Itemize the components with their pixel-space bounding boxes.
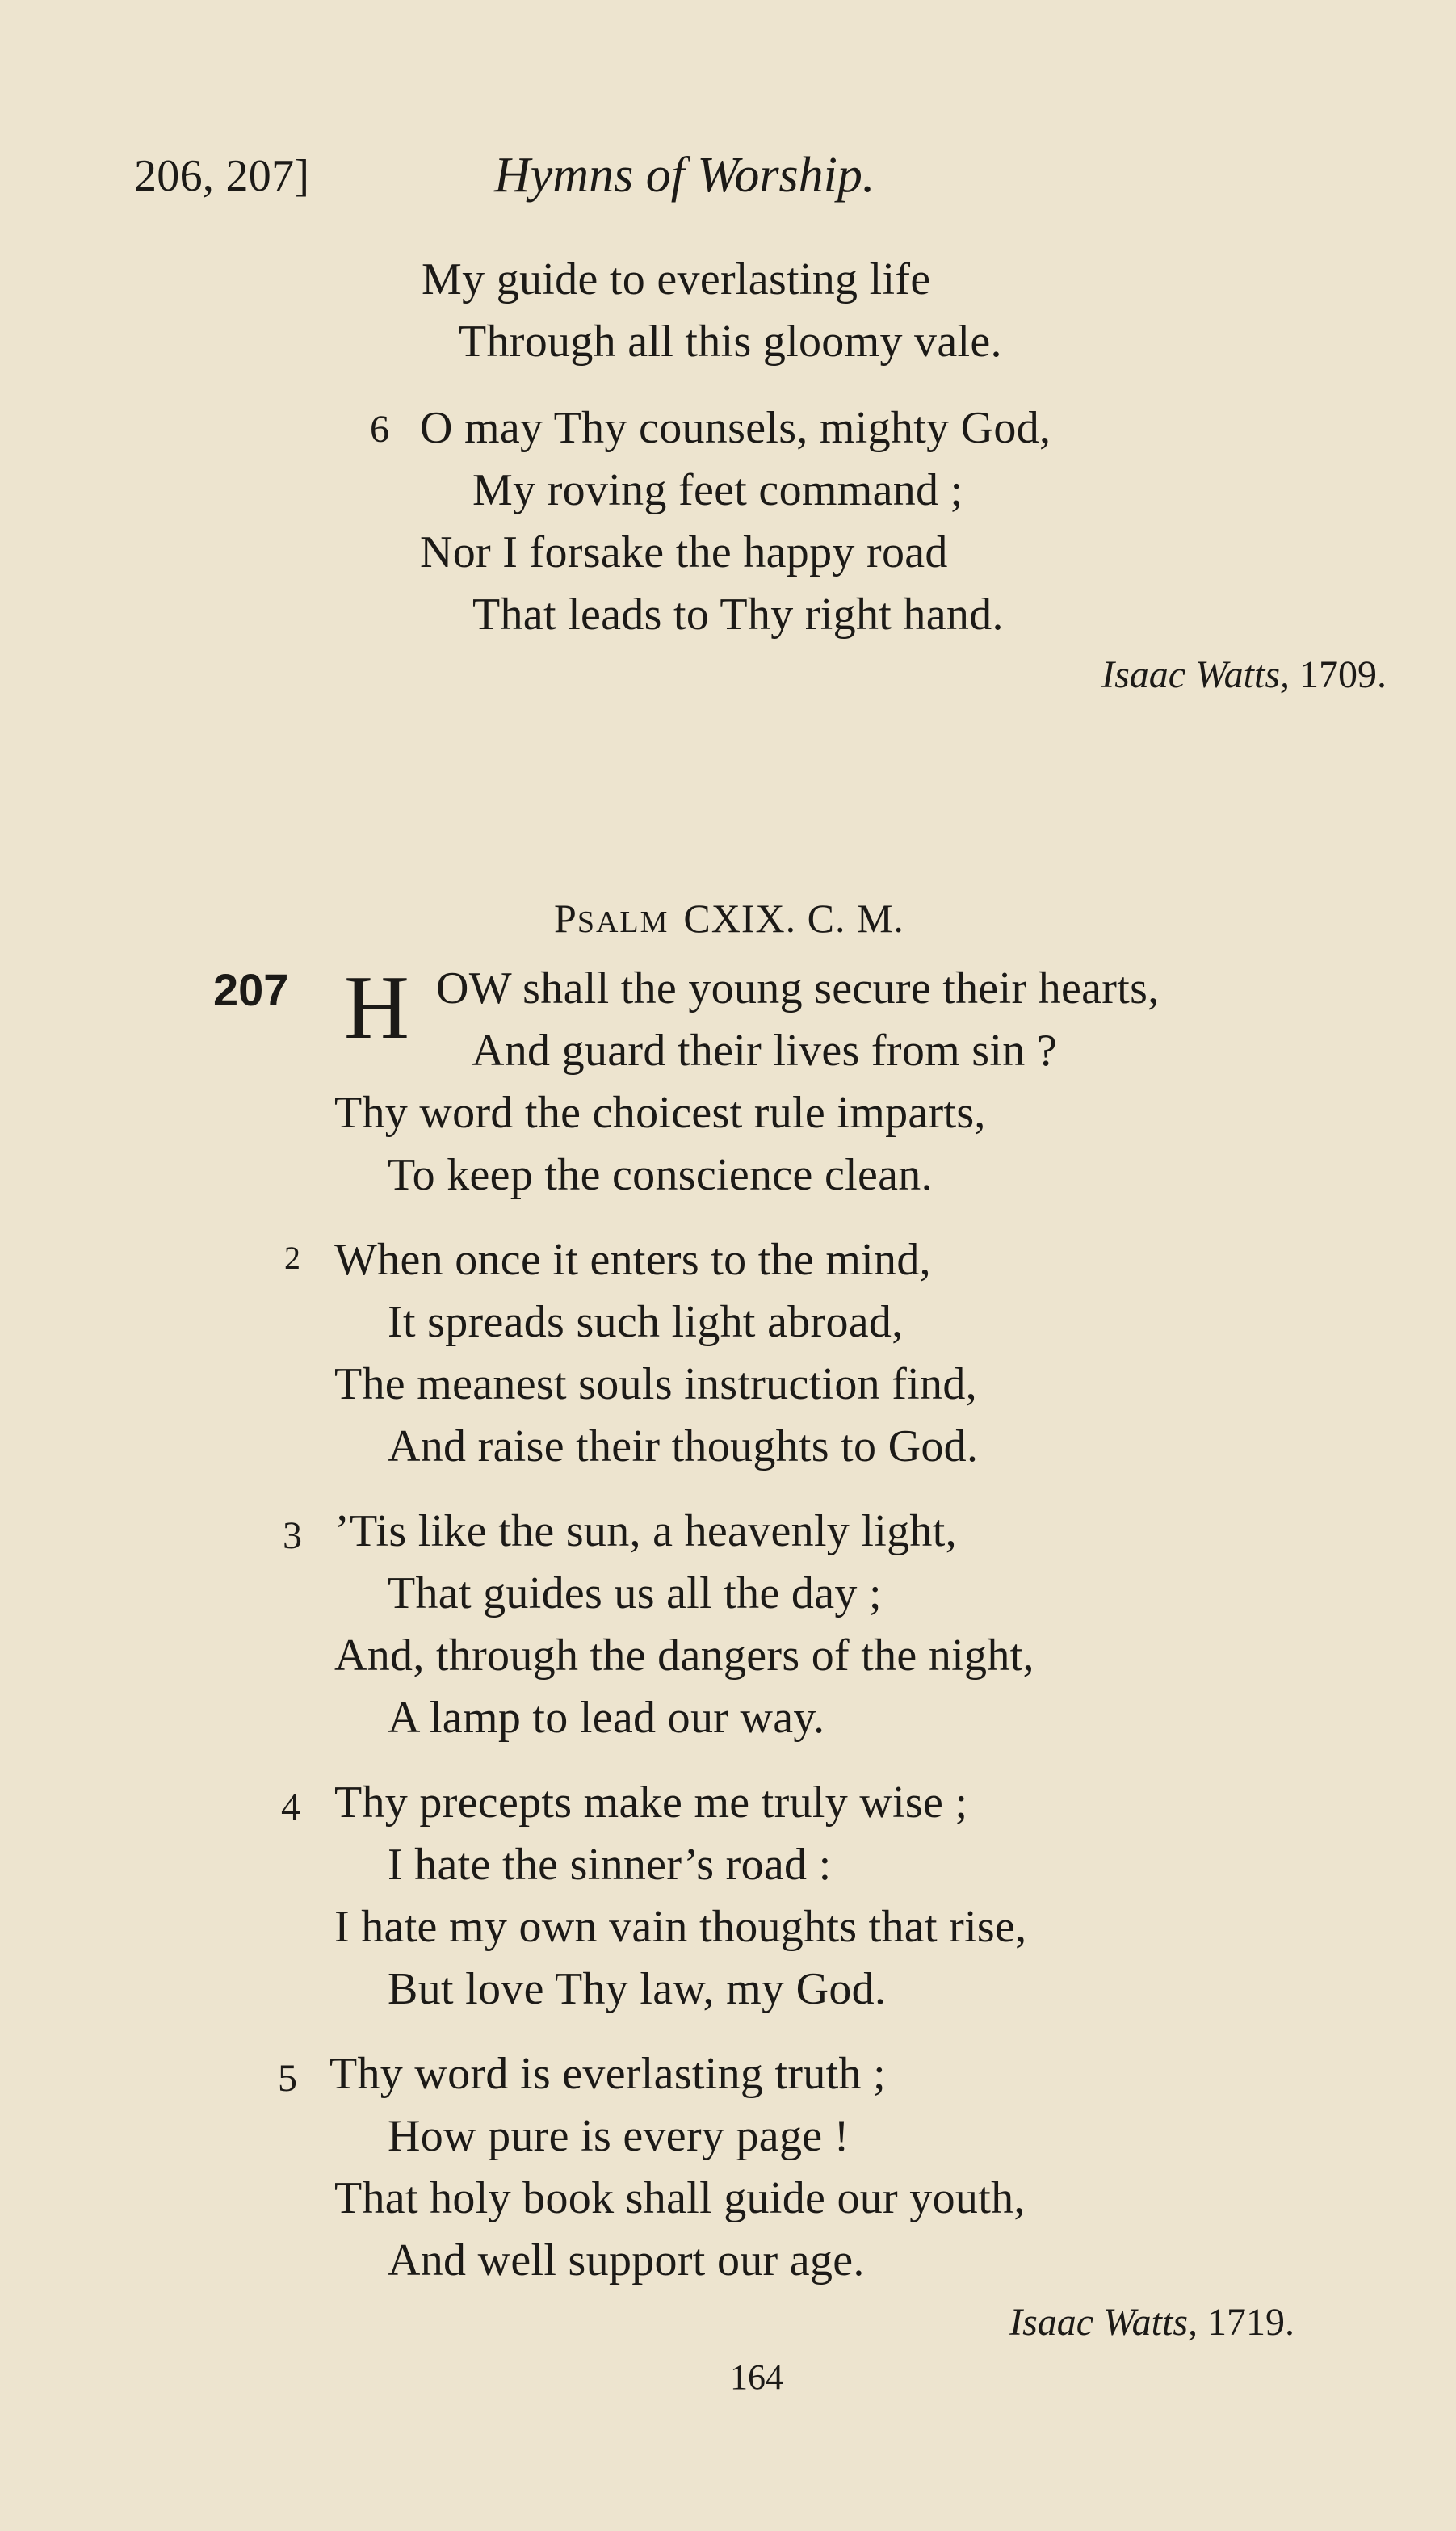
- hymn207-stanza3-line-2: That guides us all the day ;: [388, 1568, 882, 1618]
- attribution-author: Isaac Watts,: [1009, 2301, 1198, 2344]
- hymn207-stanza4-line-3: I hate my own vain thoughts that rise,: [334, 1902, 1027, 1952]
- hymn207-stanza5-line-2: How pure is every page !: [388, 2111, 850, 2161]
- hymn207-stanza1-line-4: To keep the conscience clean.: [388, 1150, 933, 1200]
- hymn207-stanza3-line-4: A lamp to lead our way.: [388, 1693, 825, 1743]
- hymn207-stanza4-line-1: Thy precepts make me truly wise ;: [334, 1778, 968, 1828]
- header-hymn-range: 206, 207]: [134, 151, 310, 201]
- hymn207-stanza1-line-1: OW shall the young secure their hearts,: [436, 963, 1160, 1014]
- attribution-year: 1719.: [1207, 2301, 1294, 2344]
- hymn207-stanza5-line-1: Thy word is everlasting truth ;: [329, 2049, 886, 2099]
- hymn206-stanza6-line-2: My roving feet command ;: [472, 465, 963, 515]
- hymn207-stanza5-line-4: And well support our age.: [388, 2235, 865, 2285]
- stanza-number-3: 3: [283, 1514, 302, 1557]
- hymn207-stanza3-line-3: And, through the dangers of the night,: [334, 1631, 1034, 1681]
- hymn207-stanza3-line-1: ’Tis like the sun, a heavenly light,: [334, 1506, 957, 1556]
- hymn207-stanza4-line-2: I hate the sinner’s road :: [388, 1840, 832, 1890]
- hymn207-stanza4-line-4: But love Thy law, my God.: [388, 1964, 887, 2014]
- hymn206-line-2: Through all this gloomy vale.: [459, 317, 1002, 367]
- hymn207-stanza2-line-4: And raise their thoughts to God.: [388, 1421, 979, 1471]
- hymn207-stanza1-line-3: Thy word the choicest rule imparts,: [334, 1088, 986, 1138]
- stanza-number-5: 5: [278, 2057, 297, 2100]
- attribution-year: 1709.: [1299, 653, 1387, 696]
- hymn206-line-1: My guide to everlasting life: [422, 254, 931, 304]
- hymn207-attribution: [1009, 2303, 1294, 2342]
- heading-initial: P: [554, 896, 577, 941]
- hymn206-stanza6-line-4: That leads to Thy right hand.: [472, 590, 1004, 640]
- hymn207-stanza2-line-2: It spreads such light abroad,: [388, 1297, 904, 1347]
- hymn207-stanza2-line-1: When once it enters to the mind,: [334, 1235, 931, 1285]
- hymn207-stanza5-line-3: That holy book shall guide our youth,: [334, 2173, 1026, 2223]
- heading-smallcaps: SALM: [577, 905, 669, 939]
- drop-cap: H: [344, 958, 409, 1058]
- hymn-number-207: 207: [213, 964, 289, 1015]
- running-title: Hymns of Worship.: [494, 148, 875, 203]
- hymn207-stanza1-line-2: And guard their lives from sin ?: [472, 1026, 1057, 1076]
- hymn206-stanza6-line-1: O may Thy counsels, mighty God,: [420, 403, 1051, 453]
- hymn206-stanza6-line-3: Nor I forsake the happy road: [420, 527, 948, 577]
- stanza-number-6: 6: [370, 408, 389, 451]
- stanza-number-2: 2: [284, 1240, 300, 1276]
- heading-psalm-meter: CXIX. C. M.: [683, 896, 904, 941]
- hymn207-stanza2-line-3: The meanest souls instruction find,: [334, 1359, 977, 1409]
- hymn206-attribution: [1101, 653, 1387, 696]
- attribution-author: Isaac Watts,: [1101, 653, 1290, 696]
- hymn207-heading: [554, 896, 904, 941]
- stanza-number-4: 4: [281, 1786, 300, 1828]
- page-number: 164: [730, 2357, 783, 2397]
